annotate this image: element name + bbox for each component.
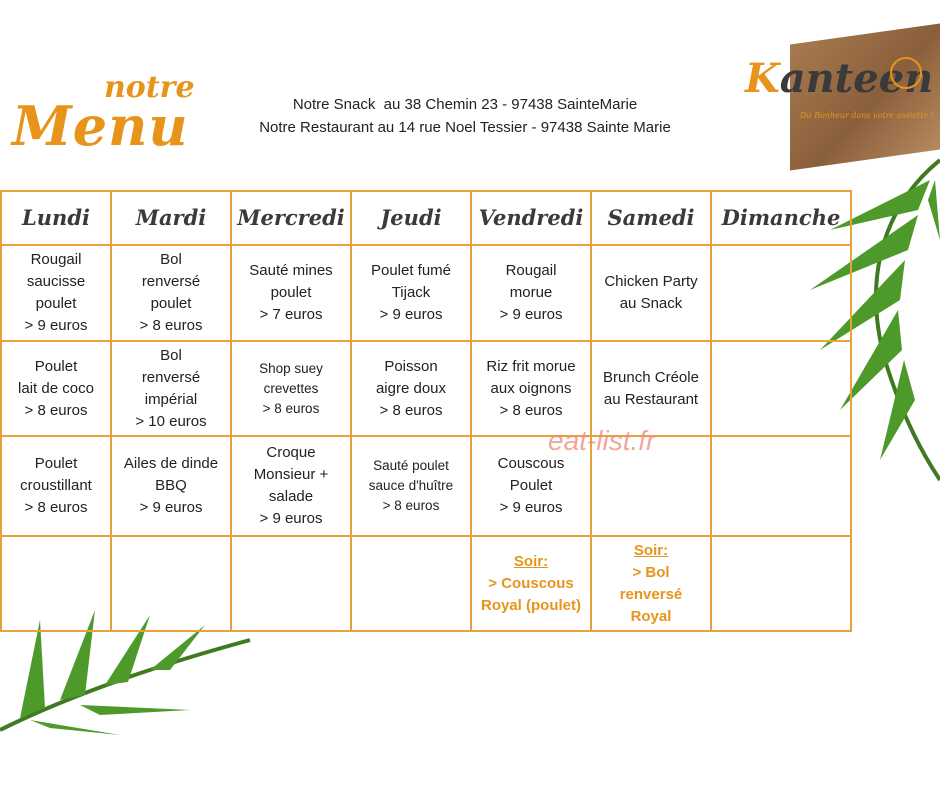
menu-cell: Ailes de dinde BBQ > 9 euros xyxy=(111,436,231,536)
table-row xyxy=(1,245,851,341)
menu-cell: Sauté mines poulet > 7 euros xyxy=(231,245,351,341)
address-snack: Notre Snack au 38 Chemin 23 - 97438 SainteMarie xyxy=(292,96,638,113)
menu-cell: Sauté poulet sauce d'huître > 8 euros xyxy=(351,436,471,536)
day-header: Samedi xyxy=(591,191,711,245)
menu-cell: Chicken Party au Snack xyxy=(591,245,711,341)
evening-label: Soir: xyxy=(513,552,549,570)
evening-dish: > Couscous Royal (poulet) xyxy=(481,574,581,614)
day-header: Vendredi xyxy=(471,191,591,245)
menu-title-logo xyxy=(12,70,212,165)
title-menu: Menu xyxy=(12,94,189,158)
evening-cell-samedi xyxy=(591,536,711,631)
menu-cell xyxy=(711,245,851,341)
evening-row xyxy=(1,536,851,631)
kanteen-logo xyxy=(745,55,935,130)
evening-label: Soir: xyxy=(633,541,669,559)
evening-cell-vendredi xyxy=(471,536,591,631)
menu-cell: Poisson aigre doux > 8 euros xyxy=(351,341,471,436)
brand-tagline: Du Bonheur dans votre assiette ! xyxy=(800,111,934,120)
menu-cell: Poulet lait de coco > 8 euros xyxy=(1,341,111,436)
menu-cell: Poulet croustillant > 8 euros xyxy=(1,436,111,536)
day-header: Jeudi xyxy=(351,191,471,245)
menu-cell: Rougail saucisse poulet > 9 euros xyxy=(1,245,111,341)
weekly-menu-table xyxy=(0,190,852,632)
menu-cell: Rougail morue > 9 euros xyxy=(471,245,591,341)
watermark: eat-list.fr xyxy=(548,425,656,456)
menu-cell: Couscous Poulet > 9 euros xyxy=(471,436,591,536)
day-header: Mercredi xyxy=(231,191,351,245)
menu-cell: Bol renversé poulet > 8 euros xyxy=(111,245,231,341)
menu-cell: Bol renversé impérial > 10 euros xyxy=(111,341,231,436)
menu-cell xyxy=(1,536,111,631)
menu-cell xyxy=(111,536,231,631)
day-header-row xyxy=(1,191,851,245)
menu-cell xyxy=(231,536,351,631)
address-block xyxy=(225,93,705,139)
menu-cell: Croque Monsieur + salade > 9 euros xyxy=(231,436,351,536)
menu-cell: Poulet fumé Tijack > 9 euros xyxy=(351,245,471,341)
evening-dish: > Bol renversé Royal xyxy=(619,563,683,625)
menu-cell xyxy=(711,536,851,631)
table-row xyxy=(1,436,851,536)
menu-cell xyxy=(711,341,851,436)
day-header: Mardi xyxy=(111,191,231,245)
brand-name-rest: anteen xyxy=(779,55,934,102)
address-restaurant: Notre Restaurant au 14 rue Noel Tessier - 97438 Sainte Marie xyxy=(259,119,671,136)
table-row xyxy=(1,341,851,436)
brand-name-initial: K xyxy=(745,55,780,102)
day-header: Lundi xyxy=(1,191,111,245)
fork-knife-icon xyxy=(890,57,922,89)
day-header: Dimanche xyxy=(711,191,851,245)
menu-cell: Shop suey crevettes > 8 euros xyxy=(231,341,351,436)
menu-cell: Riz frit morue aux oignons > 8 euros xyxy=(471,341,591,436)
menu-cell xyxy=(711,436,851,536)
title-notre: notre xyxy=(104,70,195,105)
menu-cell: Brunch Créole au Restaurant xyxy=(591,341,711,436)
menu-cell xyxy=(351,536,471,631)
